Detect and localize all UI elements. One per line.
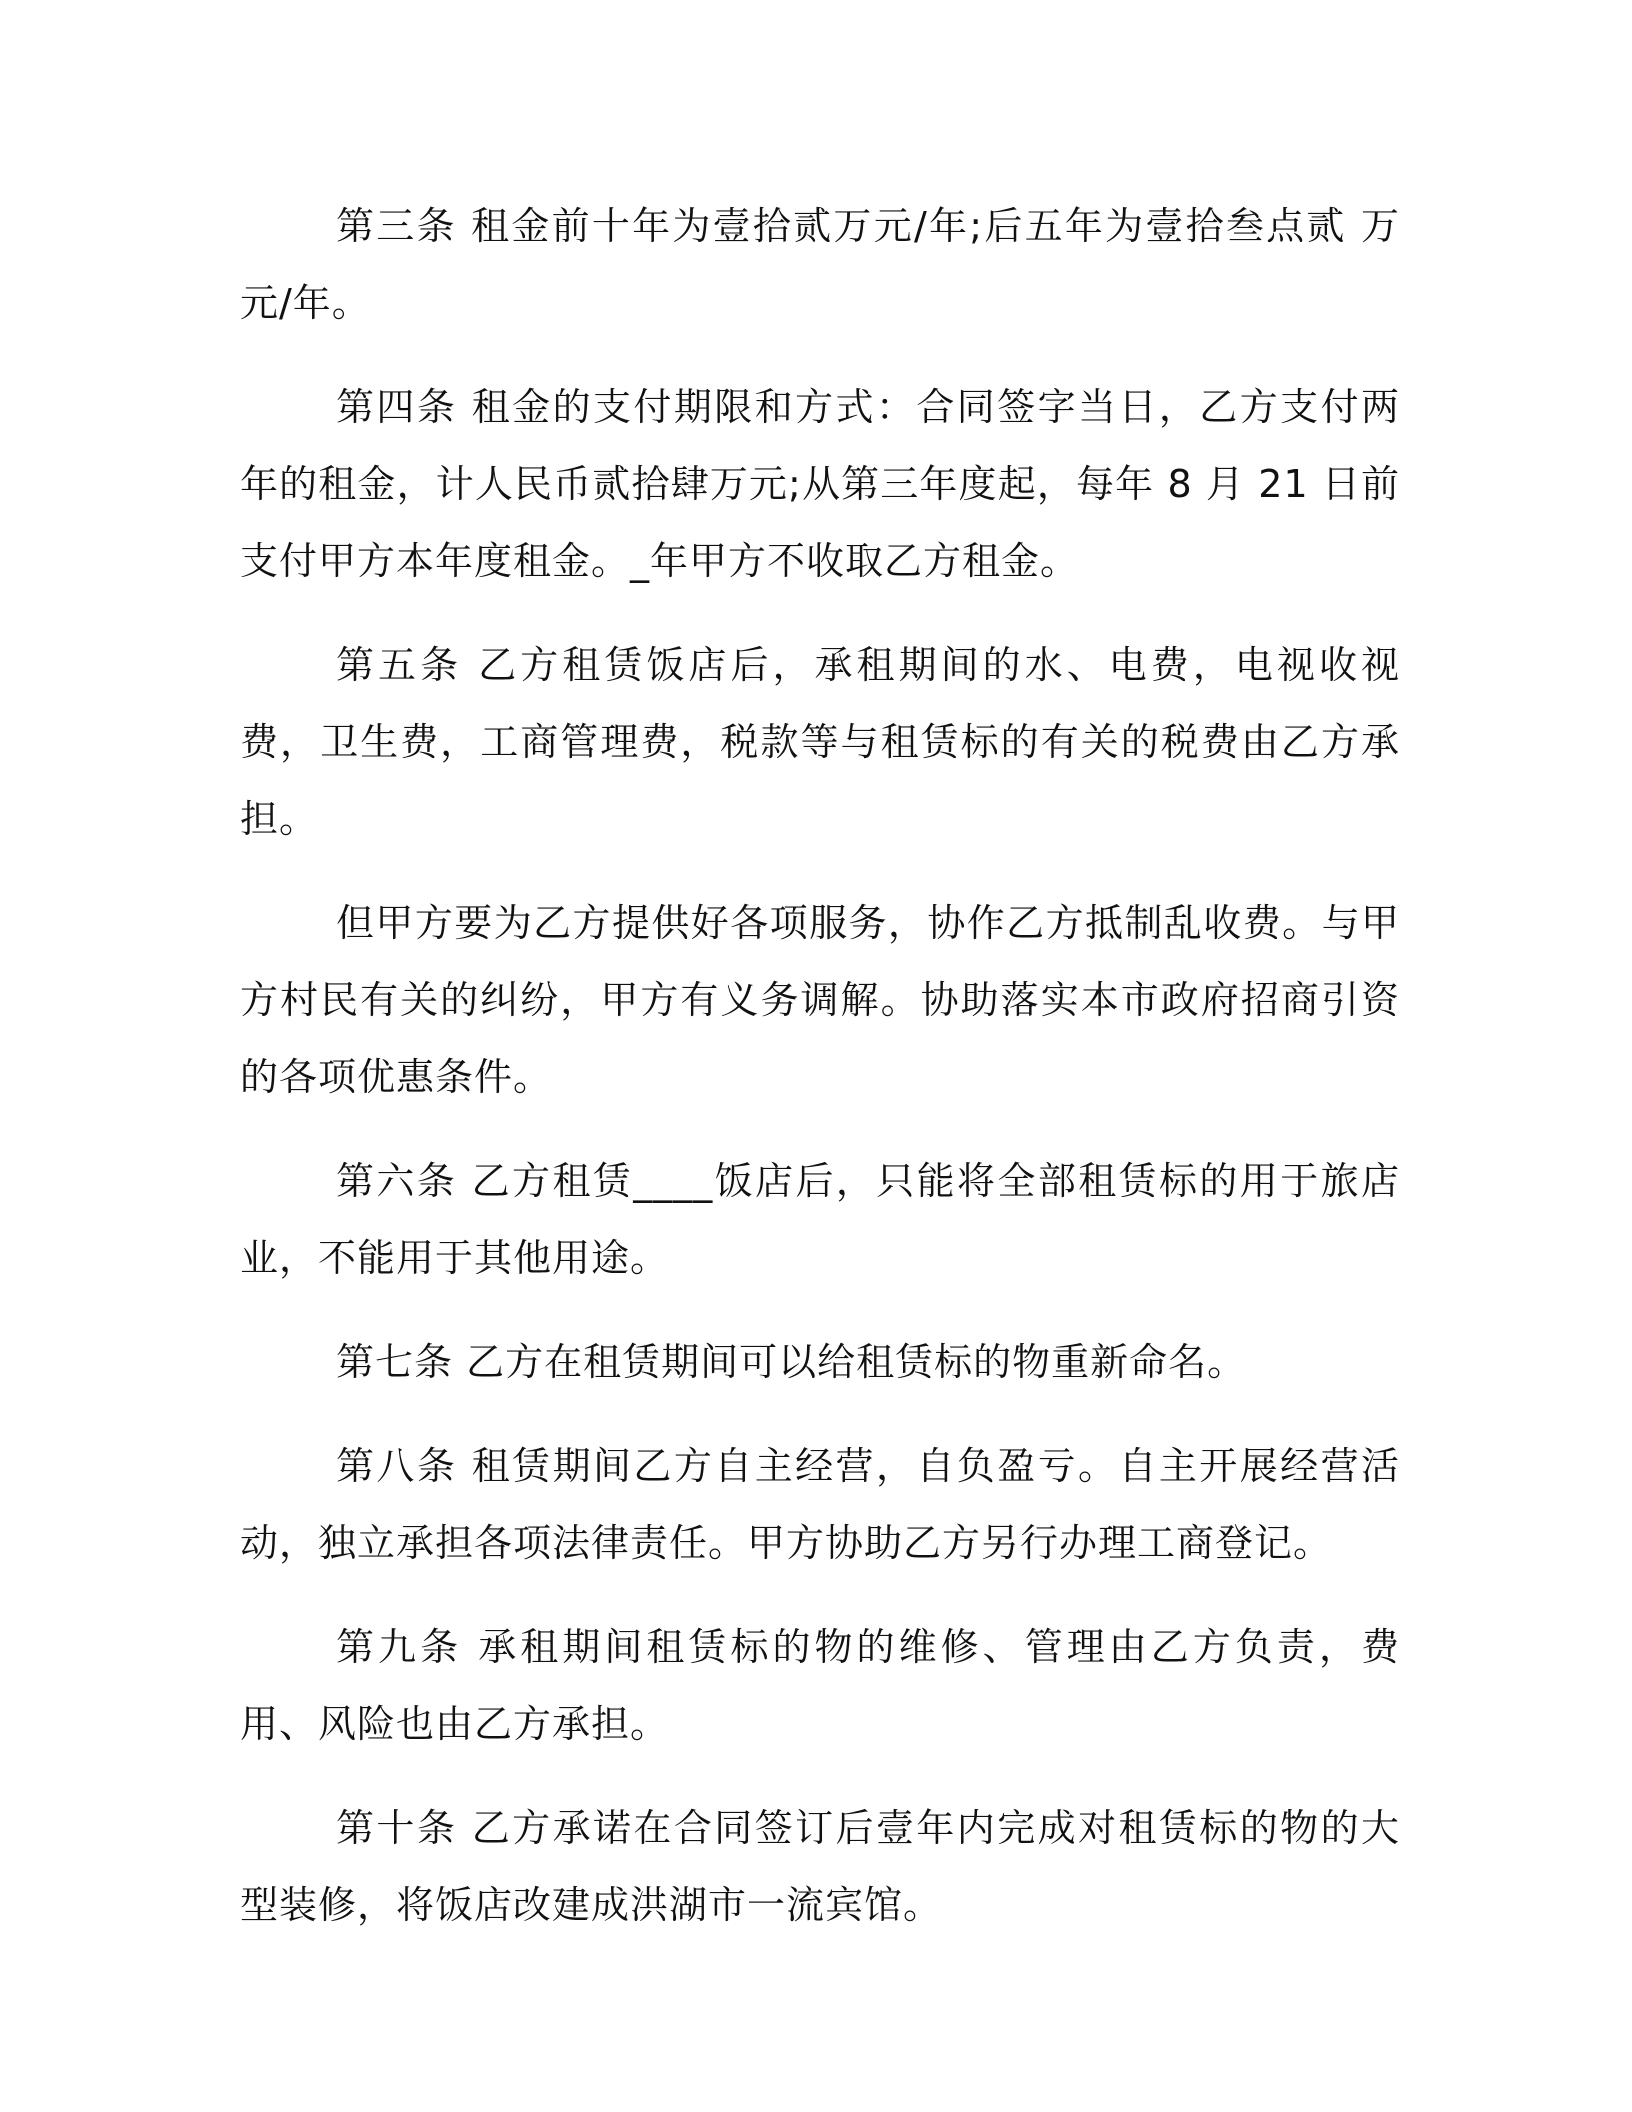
paragraph-article-5-continued: 但甲方要为乙方提供好各项服务，协作乙方抵制乱收费。与甲方村民有关的纠纷，甲方有义务调解。协助落实本市政府招商引资的各项优惠条件。 <box>240 901 1400 1099</box>
document-body <box>240 188 1400 1971</box>
paragraph-article-8: 第八条 租赁期间乙方自主经营，自负盈亏。自主开展经营活动，独立承担各项法律责任。甲方协助乙方另行办理工商登记。 <box>240 1444 1400 1565</box>
paragraph-article-5: 第五条 乙方租赁饭店后，承租期间的水、电费，电视收视费，卫生费，工商管理费，税款等与租赁标的有关的税费由乙方承担。 <box>240 643 1400 841</box>
paragraph-article-9: 第九条 承租期间租赁标的物的维修、管理由乙方负责，费用、风险也由乙方承担。 <box>240 1625 1400 1746</box>
paragraph-article-7: 第七条 乙方在租赁期间可以给租赁标的物重新命名。 <box>336 1340 1247 1384</box>
paragraph-article-4: 第四条 租金的支付期限和方式：合同签字当日，乙方支付两年的租金，计人民币贰拾肆万元;从第三年度起，每年 8 月 21 日前支付甲方本年度租金。_年甲方不收取乙方租金。 <box>240 385 1400 583</box>
paragraph-article-6: 第六条 乙方租赁____饭店后，只能将全部租赁标的用于旅店业，不能用于其他用途。 <box>240 1159 1400 1280</box>
paragraph-article-3: 第三条 租金前十年为壹拾贰万元/年;后五年为壹拾叁点贰 万元/年。 <box>240 204 1400 325</box>
paragraph-article-10: 第十条 乙方承诺在合同签订后壹年内完成对租赁标的物的大型装修，将饭店改建成洪湖市一流宾馆。 <box>240 1806 1400 1927</box>
